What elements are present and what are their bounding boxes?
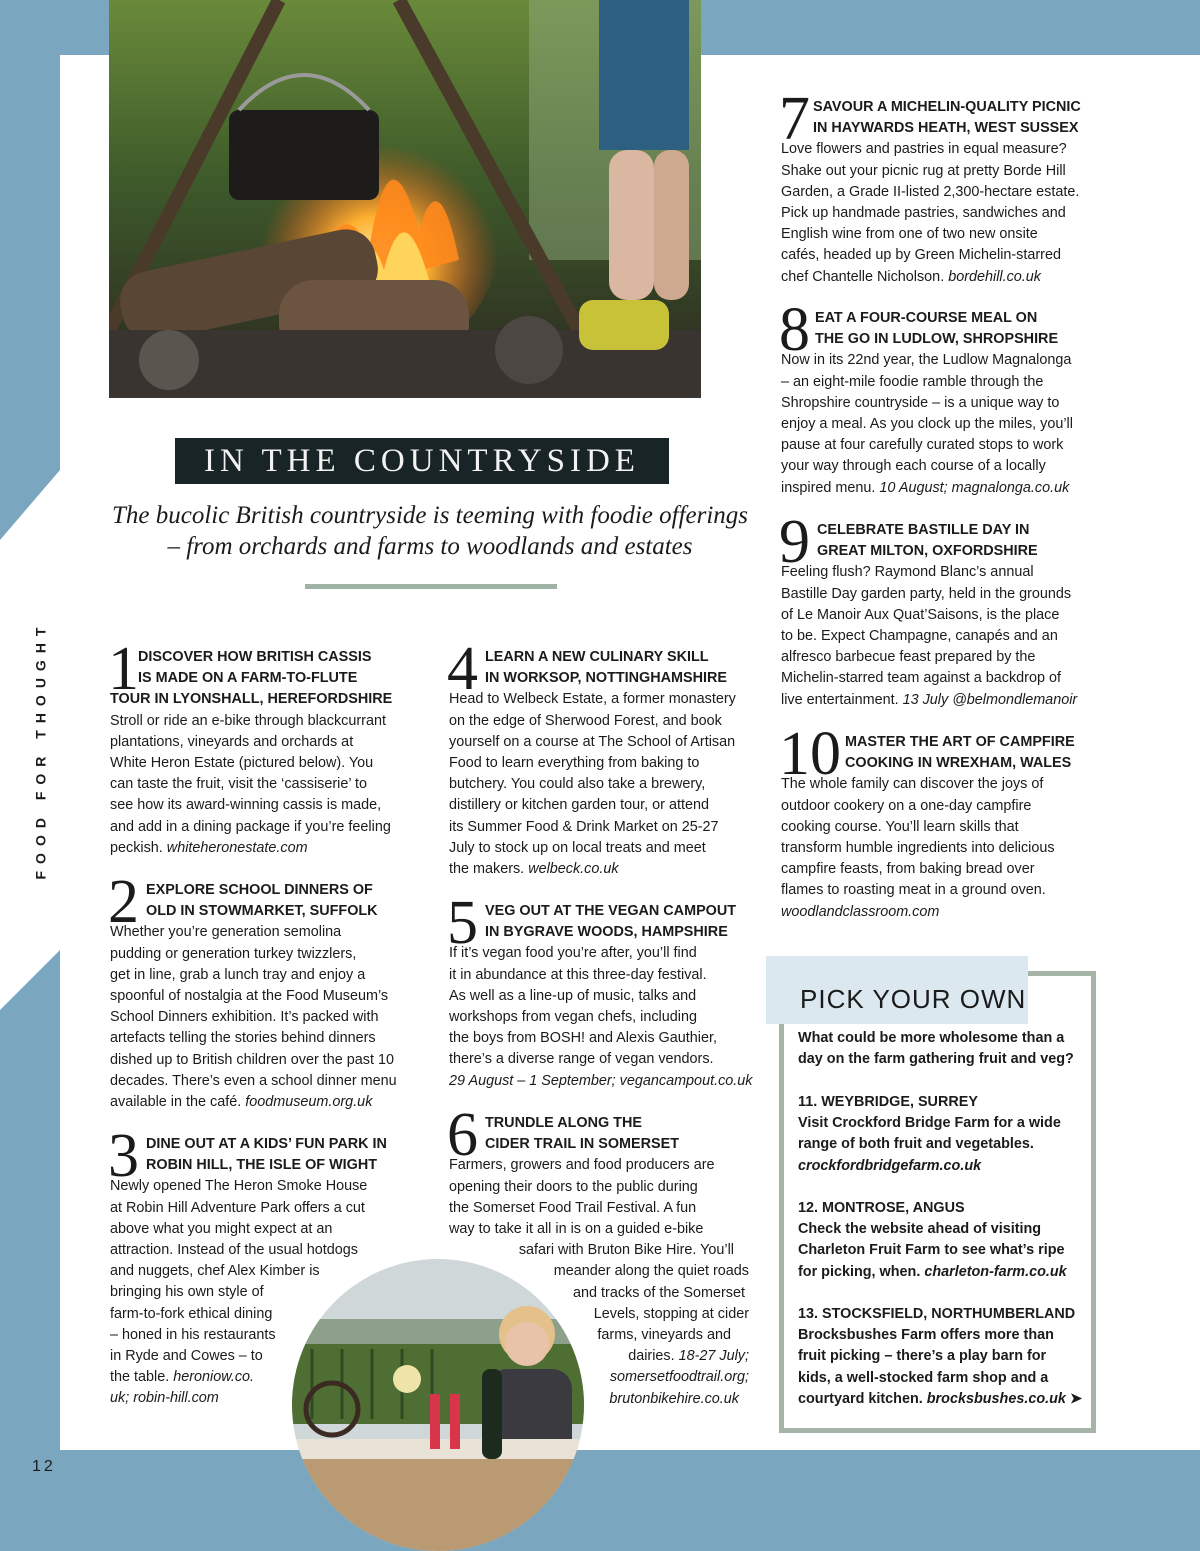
- section-banner: [175, 438, 669, 484]
- heading-line: IS MADE ON A FARM-TO-FLUTE: [138, 670, 358, 687]
- body-line: Farmers, growers and food producers are: [449, 1157, 715, 1174]
- entry-link[interactable]: 18-27 July;: [678, 1348, 749, 1365]
- body-line: bringing his own style of: [110, 1284, 264, 1301]
- entry-link[interactable]: brutonbikehire.co.uk: [609, 1390, 739, 1407]
- body-line: plantations, vineyards and orchards at: [110, 733, 354, 750]
- entry-5: [447, 889, 769, 1092]
- body-line: the Somerset Food Trail Festival. A fun: [449, 1199, 697, 1216]
- body-line: chef Chantelle Nicholson.: [781, 268, 945, 285]
- body-line: Stroll or ride an e-bike through blackcurrant: [110, 712, 386, 729]
- body-line: the table.: [110, 1369, 170, 1386]
- entry-body: [781, 350, 1111, 498]
- body-line: and nuggets, chef Alex Kimber is: [110, 1263, 320, 1280]
- entry-number: 5: [447, 889, 478, 957]
- entry-body: [110, 922, 430, 1113]
- body-line: The whole family can discover the joys of: [781, 776, 1044, 793]
- box-intro-line: What could be more wholesome than a: [798, 1030, 1065, 1046]
- body-line: on the edge of Sherwood Forest, and book: [449, 712, 722, 729]
- entry-number: 2: [108, 868, 139, 936]
- body-line: enjoy a meal. As you clock up the miles, you’ll: [781, 416, 1073, 433]
- entry-number: 10: [779, 720, 841, 788]
- entry-link[interactable]: foodmuseum.org.uk: [245, 1094, 373, 1111]
- section-label: [20, 600, 60, 900]
- box-item-link[interactable]: charleton-farm.co.uk: [924, 1263, 1067, 1280]
- section-label-text: FOOD FOR THOUGHT: [32, 620, 48, 880]
- body-line: Garden, a Grade II-listed 2,300-hectare estate.: [781, 183, 1080, 200]
- body-line: Levels, stopping at cider: [593, 1305, 749, 1322]
- heading-line: TOUR IN LYONSHALL, HEREFORDSHIRE: [110, 691, 393, 708]
- heading-line: DISCOVER HOW BRITISH CASSIS: [138, 649, 372, 665]
- entry-10: [779, 720, 1111, 923]
- entry-body: [110, 711, 430, 859]
- body-line: Head to Welbeck Estate, a former monastery: [449, 691, 736, 708]
- body-line: your way through each course of a locally: [781, 458, 1046, 475]
- body-line: English wine from one of two new onsite: [781, 226, 1038, 243]
- box-item-line: kids, a well-stocked farm shop and a: [798, 1369, 1049, 1386]
- body-line: – honed in his restaurants: [110, 1326, 276, 1343]
- heading-line: COOKING IN WREXHAM, WALES: [845, 755, 1072, 772]
- body-line: to be. Expect Champagne, canapés and an: [781, 628, 1058, 645]
- box-item-13: [798, 1304, 1083, 1410]
- box-item-line: for picking, when.: [798, 1263, 921, 1280]
- heading-line: EXPLORE SCHOOL DINNERS OF: [146, 882, 373, 898]
- entry-link[interactable]: somersetfoodtrail.org;: [609, 1369, 749, 1386]
- body-line: peckish.: [110, 839, 163, 856]
- body-line: the makers.: [449, 861, 525, 878]
- box-item-12: [798, 1198, 1083, 1283]
- standfirst: [100, 500, 760, 562]
- body-line: meander along the quiet roads: [553, 1263, 749, 1280]
- body-line: Newly opened The Heron Smoke House: [110, 1178, 368, 1195]
- body-line: cafés, headed up by Green Michelin-starred: [781, 247, 1061, 264]
- box-item-11: [798, 1092, 1083, 1177]
- body-line: butchery. You could also take a brewery,: [449, 776, 706, 793]
- box-title: PICK YOUR OWN: [800, 984, 1027, 1014]
- body-line: of Le Manoir Aux Quat’Saisons, is the place: [781, 606, 1060, 623]
- box-item-line: Check the website ahead of visiting: [798, 1221, 1042, 1238]
- body-line: transform humble ingredients into delicious: [781, 840, 1055, 857]
- body-line: Shropshire countryside – is a unique way to: [781, 394, 1060, 411]
- body-line: cooking course. You’ll learn skills that: [781, 818, 1019, 835]
- entry-number: 9: [779, 508, 810, 576]
- body-line: Bastille Day garden party, held in the grounds: [781, 585, 1072, 602]
- body-line: artefacts telling the stories behind dinners: [110, 1030, 376, 1047]
- section-banner-text: IN THE COUNTRYSIDE: [204, 442, 640, 479]
- body-line: at Robin Hill Adventure Park offers a cut: [110, 1199, 365, 1216]
- box-intro-line: day on the farm gathering fruit and veg?: [798, 1051, 1074, 1068]
- body-line: it in abundance at this three-day festival.: [449, 966, 707, 983]
- entry-7: [779, 85, 1111, 288]
- heading-line: CIDER TRAIL IN SOMERSET: [485, 1136, 680, 1153]
- body-line: distillery or kitchen garden tour, or attend: [449, 797, 709, 814]
- entry-1: [108, 635, 430, 859]
- entry-link[interactable]: welbeck.co.uk: [528, 861, 619, 878]
- body-line: and tracks of the Somerset: [573, 1284, 745, 1301]
- heading-line: IN HAYWARDS HEATH, WEST SUSSEX: [813, 120, 1079, 137]
- arrow-right-icon: ➤: [1069, 1390, 1082, 1407]
- box-item-heading: 12. MONTROSE, ANGUS: [798, 1200, 965, 1216]
- standfirst-line: – from orchards and farms to woodlands and estates: [167, 533, 693, 560]
- entry-2: [108, 868, 430, 1113]
- body-line: outdoor cookery on a one-day campfire: [781, 797, 1032, 814]
- entry-body: [781, 774, 1111, 922]
- body-line: see how its award-winning cassis is made,: [110, 797, 382, 814]
- body-line: White Heron Estate (pictured below). You: [110, 755, 374, 772]
- body-line: Feeling flush? Raymond Blanc’s annual: [781, 564, 1034, 581]
- entry-body: [449, 943, 769, 1091]
- heading-line: MASTER THE ART OF CAMPFIRE: [845, 734, 1075, 750]
- body-line: flames to roasting meat in a ground oven.: [781, 882, 1046, 899]
- body-line: Michelin-starred team against a backdrop of: [781, 670, 1061, 687]
- picnic-photo: [292, 1259, 584, 1551]
- body-line: and add in a dining package if you’re feeling: [110, 818, 391, 835]
- box-intro: [798, 1028, 1083, 1070]
- body-line: decades. There’s even a school dinner menu: [110, 1072, 397, 1089]
- box-item-link[interactable]: crockfordbridgefarm.co.uk: [798, 1157, 982, 1174]
- entry-link[interactable]: uk; robin-hill.com: [110, 1390, 219, 1407]
- heading-line: TRUNDLE ALONG THE: [485, 1115, 642, 1131]
- body-line: way to take it all in is on a guided e-bike: [449, 1221, 704, 1238]
- entry-number: 7: [779, 85, 810, 153]
- body-line: spoonful of nostalgia at the Food Museum’s: [110, 988, 389, 1005]
- entry-link[interactable]: bordehill.co.uk: [948, 268, 1041, 285]
- box-item-line: range of both fruit and vegetables.: [798, 1136, 1034, 1153]
- body-line: yourself on a course at The School of Artisan: [449, 733, 736, 750]
- heading-line: OLD IN STOWMARKET, SUFFOLK: [146, 903, 378, 920]
- body-line: Pick up handmade pastries, sandwiches and: [781, 205, 1066, 222]
- box-item-line: Brocksbushes Farm offers more than: [798, 1327, 1054, 1344]
- body-line: there’s a diverse range of vegan vendors.: [449, 1051, 714, 1068]
- entry-body: [781, 139, 1111, 287]
- box-item-line: Visit Crockford Bridge Farm for a wide: [798, 1115, 1061, 1132]
- body-line: workshops from vegan chefs, including: [449, 1009, 697, 1026]
- heading-line: EAT A FOUR-COURSE MEAL ON: [815, 310, 1038, 326]
- body-line: – an eight-mile foodie ramble through the: [781, 373, 1044, 390]
- body-line: live entertainment.: [781, 691, 899, 708]
- body-line: Whether you’re generation semolina: [110, 924, 342, 941]
- heading-line: ROBIN HILL, THE ISLE OF WIGHT: [146, 1157, 378, 1174]
- heading-line: VEG OUT AT THE VEGAN CAMPOUT: [485, 903, 737, 919]
- entry-number: 1: [108, 635, 139, 703]
- entry-number: 8: [779, 296, 810, 364]
- box-item-line: fruit picking – there’s a play barn for: [798, 1348, 1047, 1365]
- entry-4: [447, 635, 769, 880]
- body-line: farms, vineyards and: [597, 1327, 731, 1344]
- body-line: its Summer Food & Drink Market on 25-27: [449, 818, 719, 835]
- body-line: available in the café.: [110, 1094, 242, 1111]
- body-line: School Dinners exhibition. It’s packed with: [110, 1009, 379, 1026]
- entry-body: [781, 562, 1111, 710]
- body-line: Shake out your picnic rug at pretty Borde Hill: [781, 162, 1066, 179]
- box-item-line: courtyard kitchen.: [798, 1390, 923, 1407]
- heading-line: CELEBRATE BASTILLE DAY IN: [817, 522, 1030, 538]
- divider-rule: [305, 584, 557, 589]
- heading-line: DINE OUT AT A KIDS’ FUN PARK IN: [146, 1136, 387, 1152]
- campfire-photo: [109, 0, 701, 398]
- entry-link[interactable]: 13 July @belmondlemanoir: [902, 691, 1078, 708]
- body-line: Now in its 22nd year, the Ludlow Magnalonga: [781, 352, 1072, 369]
- box-item-heading: 13. STOCKSFIELD, NORTHUMBERLAND: [798, 1306, 1076, 1322]
- body-line: safari with Bruton Bike Hire. You’ll: [518, 1242, 734, 1259]
- entry-body: [449, 1155, 769, 1240]
- box-item-heading: 11. WEYBRIDGE, SURREY: [798, 1094, 978, 1110]
- heading-line: THE GO IN LUDLOW, SHROPSHIRE: [815, 331, 1059, 348]
- body-line: above what you might expect at an: [110, 1220, 333, 1237]
- body-line: Love flowers and pastries in equal measure?: [781, 141, 1067, 158]
- standfirst-line: The bucolic British countryside is teeming with foodie offerings: [111, 502, 749, 529]
- body-line: As well as a line-up of music, talks and: [449, 987, 697, 1004]
- body-line: in Ryde and Cowes – to: [110, 1348, 263, 1365]
- body-line: opening their doors to the public during: [449, 1178, 698, 1195]
- body-line: attraction. Instead of the usual hotdogs: [110, 1242, 359, 1259]
- page-number: 12: [32, 1458, 56, 1475]
- heading-line: IN BYGRAVE WOODS, HAMPSHIRE: [485, 924, 728, 941]
- entry-number: 3: [108, 1122, 139, 1190]
- heading-line: GREAT MILTON, OXFORDSHIRE: [817, 543, 1038, 560]
- entry-link[interactable]: whiteheronestate.com: [166, 839, 308, 856]
- body-line: can taste the fruit, visit the ‘cassiserie’ to: [110, 776, 368, 793]
- body-line: Food to learn everything from baking to: [449, 755, 700, 772]
- entry-number: 4: [447, 635, 478, 703]
- entry-9: [779, 508, 1111, 711]
- body-line: If it’s vegan food you’re after, you’ll find: [449, 945, 697, 962]
- entry-8: [779, 296, 1111, 499]
- body-line: the boys from BOSH! and Alexis Gauthier,: [449, 1030, 717, 1047]
- body-line: dairies.: [628, 1348, 675, 1365]
- entry-link[interactable]: heroniow.co.: [173, 1369, 255, 1386]
- entry-link[interactable]: 29 August – 1 September; vegancampout.co.uk: [449, 1072, 753, 1089]
- body-line: inspired menu.: [781, 479, 876, 496]
- box-item-line: Charleton Fruit Farm to see what’s ripe: [798, 1242, 1065, 1259]
- heading-line: LEARN A NEW CULINARY SKILL: [485, 649, 709, 665]
- heading-line: IN WORKSOP, NOTTINGHAMSHIRE: [485, 670, 727, 687]
- body-line: dished up to British children over the past 10: [110, 1051, 394, 1068]
- body-line: pudding or generation turkey twizzlers,: [110, 945, 357, 962]
- body-line: alfresco barbecue feast prepared by the: [781, 649, 1036, 666]
- entry-link[interactable]: 10 August; magnalonga.co.uk: [879, 479, 1070, 496]
- body-line: pause at four carefully curated stops to work: [781, 437, 1064, 454]
- body-line: campfire feasts, from baking bread over: [781, 861, 1035, 878]
- heading-line: SAVOUR A MICHELIN-QUALITY PICNIC: [813, 99, 1081, 115]
- body-line: farm-to-fork ethical dining: [110, 1305, 273, 1322]
- body-line: July to stock up on local treats and meet: [449, 839, 706, 856]
- box-item-link[interactable]: brocksbushes.co.uk: [926, 1390, 1066, 1407]
- bottom-frame: [0, 1450, 1200, 1506]
- entry-link[interactable]: woodlandclassroom.com: [781, 903, 940, 920]
- entry-number: 6: [447, 1101, 478, 1169]
- body-line: get in line, grab a lunch tray and enjoy a: [110, 966, 366, 983]
- entry-body: [449, 689, 769, 880]
